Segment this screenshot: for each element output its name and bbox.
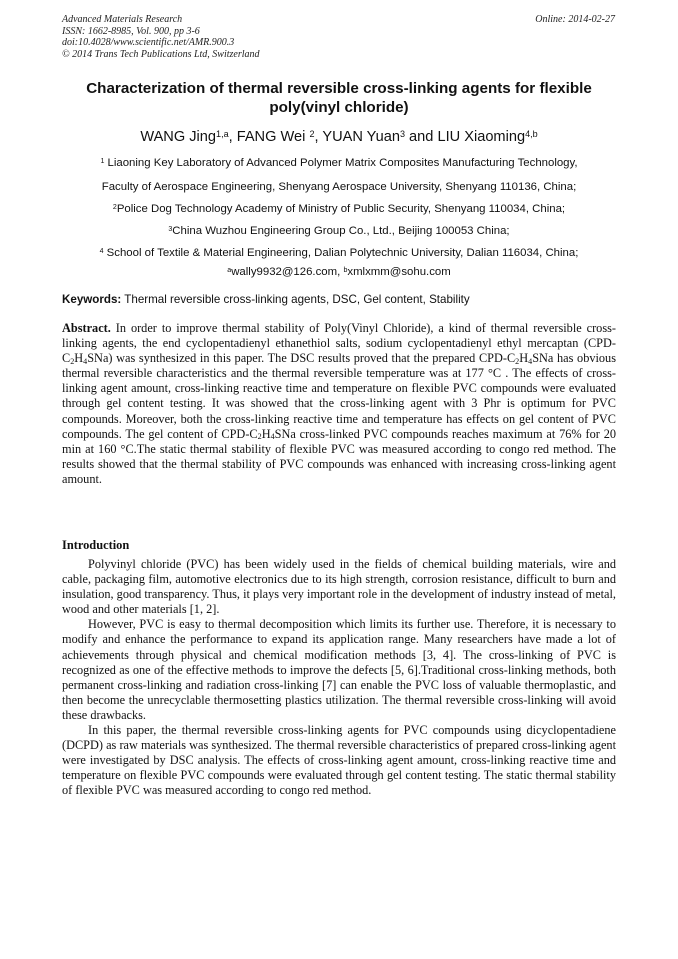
paragraph: Polyvinyl chloride (PVC) has been widely used in the fields of chemical building materials, wire and cable, packaging film, automotive electronics due to its high strength, corrosion resistance, difficult to burn and insulation, good transparency. Thus, it plays very important role in the development of industry instead of metal, wood and other materials [1, 2]. <box>62 557 616 617</box>
keywords-text: Thermal reversible cross-linking agents, DSC, Gel content, Stability <box>121 293 470 306</box>
affiliation-mark: 3 <box>168 225 173 233</box>
formula-subscript: 4 <box>83 356 88 366</box>
formula-subscript: 2 <box>515 356 520 366</box>
affiliation-text: School of Textile & Material Engineering, Dalian Polytechnic University, Dalian 116034, China; <box>103 247 579 259</box>
paper-title: Characterization of thermal reversible cross-linking agents for flexible poly(vinyl chloride) <box>86 80 592 116</box>
abstract-text: In order to improve thermal stability of Poly(Vinyl Chloride), a kind of thermal reversible cross-linking agents, the end cyclopentadienyl ethanethiol salts, sodium cyclopentadienyl ethyl mercaptan (CPD-C <box>62 321 616 366</box>
online-date: Online: 2014-02-27 <box>535 14 615 25</box>
affiliation-mark: 2 <box>112 203 117 211</box>
keywords-label: Keywords: <box>62 293 122 306</box>
formula-subscript: 2 <box>70 356 75 366</box>
formula-subscript: 2 <box>257 432 262 442</box>
author-affiliation-mark: 3 <box>399 128 405 139</box>
author-affiliation-mark: 4,b <box>525 128 538 139</box>
email-address: wally9932@126.com, <box>231 266 344 278</box>
paragraph: However, PVC is easy to thermal decomposition which limits its further use. Therefore, it is necessary to modify and enhance the performance to expand its application range. Many researchers have made a lot of achievements through physical and chemical modification methods [3, 4]. The cross-linking of PVC is recognized as one of the effective methods to improve the defects [5, 6].Traditional cross-linking methods, both permanent cross-linking and radiation cross-linking [7] can enable the PVC loss of valuable thermoplastic, and then become the unrecyclable thermosetting plastics utilization. The thermal reversible cross-linking will avoid these drawbacks. <box>62 617 616 722</box>
formula-text: H <box>74 351 84 366</box>
email-address: xmlxmm@sohu.com <box>347 266 451 278</box>
journal-header <box>62 14 260 60</box>
email-mark: b <box>343 266 348 274</box>
formula-text: H <box>519 351 529 366</box>
affiliation-4 <box>62 246 616 260</box>
journal-issn: ISSN: 1662-8985, Vol. 900, pp 3-6 <box>62 25 200 37</box>
abstract-text: SNa) was synthesized in this paper. The DSC results proved that the prepared CPD-C <box>87 351 516 366</box>
formula-subscript: 4 <box>528 356 533 366</box>
author-name: and LIU Xiaoming <box>405 129 526 145</box>
affiliation-1 <box>62 156 616 170</box>
journal-copyright: © 2014 Trans Tech Publications Ltd, Switzerland <box>62 48 260 60</box>
author-name: WANG Jing <box>140 129 217 145</box>
affiliation-mark: 1 <box>100 157 105 165</box>
formula-text: H <box>261 426 271 441</box>
affiliation-text: China Wuzhou Engineering Group Co., Ltd., Beijing 100053 China; <box>172 225 510 237</box>
affiliation-mark: 4 <box>99 247 104 255</box>
formula-subscript: 4 <box>270 432 275 442</box>
abstract <box>62 321 616 487</box>
journal-doi: doi:10.4028/www.scientific.net/AMR.900.3 <box>62 37 235 49</box>
journal-name: Advanced Materials Research <box>62 14 183 25</box>
keywords <box>62 293 616 307</box>
affiliation-3 <box>62 224 616 238</box>
introduction-body <box>62 557 616 799</box>
author-affiliation-mark: 2 <box>309 128 315 139</box>
email-mark: a <box>227 266 232 274</box>
affiliation-text: Police Dog Technology Academy of Ministry of Public Security, Shenyang 110034, China; <box>116 203 566 215</box>
author-affiliation-mark: 1,a <box>216 128 229 139</box>
affiliation-2 <box>62 202 616 216</box>
paragraph: In this paper, the thermal reversible cross-linking agents for PVC compounds using dicyclopentadiene (DCPD) as raw materials was synthesized. The thermal reversible characteristics of prepared cross-linking agent were investigated by DSC analysis. The effects of cross-linking agent amount, cross-linking reactive time and temperature on flexible PVC compounds were evaluated through gel content testing. The static thermal stability of flexible PVC was measured according to congo red method. <box>62 723 616 798</box>
author-name: , FANG Wei <box>228 129 310 145</box>
affiliation-1-cont: Faculty of Aerospace Engineering, Shenyang Aerospace University, Shenyang 110136, China; <box>101 181 577 193</box>
abstract-text: SNa cross-linked PVC compounds reaches maximum at 76% for 20 min at 160 °C.The static thermal stability of flexible PVC was measured according to congo red method. The results showed that the thermal stability of PVC compounds was enhanced with increasing cross-linking agent amount. <box>62 426 616 486</box>
abstract-label: Abstract. <box>62 321 111 335</box>
author-name: , YUAN Yuan <box>314 129 400 145</box>
author-emails <box>62 265 616 279</box>
section-heading-introduction: Introduction <box>62 538 130 552</box>
author-list <box>62 128 616 146</box>
abstract-text: SNa has obvious thermal reversible characteristics and the thermal reversible temperature was at 177 °C . The effects of cross-linking agent amount, cross-linking reactive time and temperature on flexible PVC compounds were evaluated through gel content testing. It was showed that the cross-linking agent with 3 Phr is optimum for PVC compounds. Moreover, both the cross-linking reactive time and temperature has effects on gel content of PVC compounds. The gel content of CPD-C <box>62 351 616 441</box>
affiliation-text: Liaoning Key Laboratory of Advanced Polymer Matrix Composites Manufacturing Technology, <box>104 157 578 169</box>
